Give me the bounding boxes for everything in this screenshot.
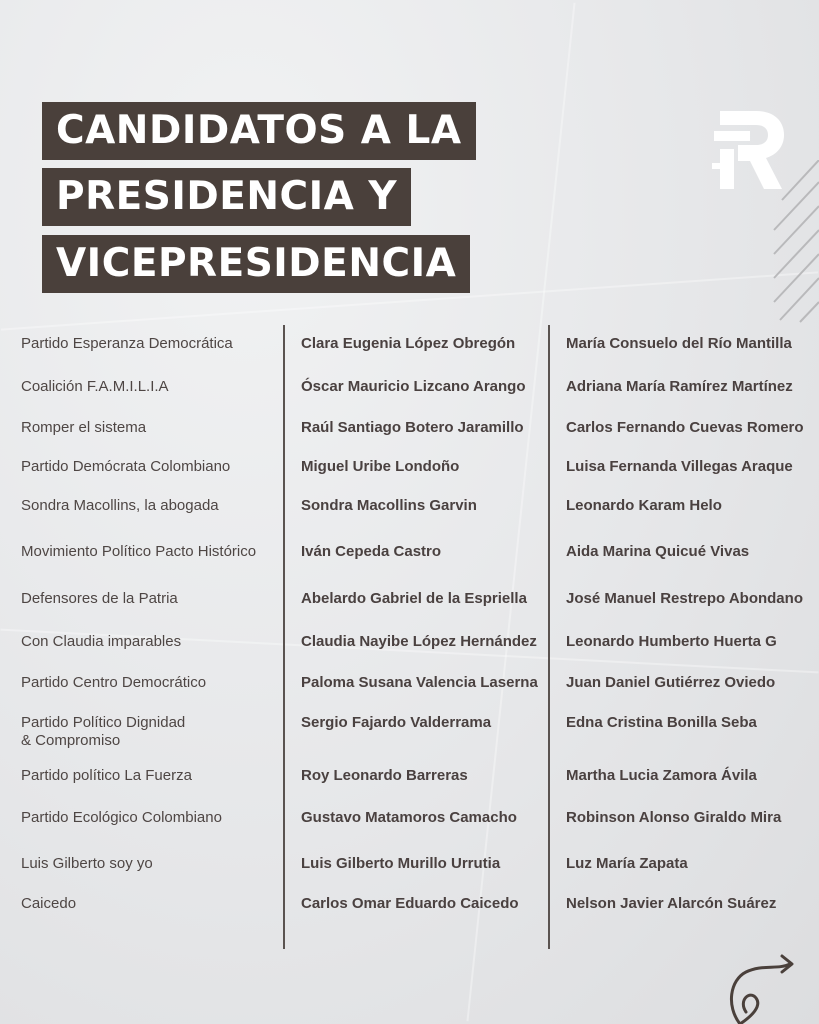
president-candidate: Abelardo Gabriel de la Espriella [301, 590, 527, 607]
vice-candidate: Luisa Fernanda Villegas Araque [566, 458, 793, 475]
president-candidate: Luis Gilberto Murillo Urrutia [301, 855, 501, 872]
party-name: Romper el sistema [21, 419, 147, 436]
president-candidate: Sondra Macollins Garvin [301, 497, 477, 514]
party-name: Partido político La Fuerza [21, 767, 192, 784]
vice-candidate: Juan Daniel Gutiérrez Oviedo [566, 674, 776, 691]
vice-candidate: Nelson Javier Alarcón Suárez [566, 895, 777, 912]
party-name: Partido Centro Democrático [21, 674, 207, 691]
president-candidate: Raúl Santiago Botero Jaramillo [301, 419, 524, 436]
vice-candidate: Adriana María Ramírez Martínez [566, 378, 793, 395]
president-candidate: Carlos Omar Eduardo Caicedo [301, 895, 519, 912]
party-name: Coalición F.A.M.I.L.I.A [21, 378, 169, 395]
title-line-3: VICEPRESIDENCIA [42, 235, 470, 293]
party-name: Partido Demócrata Colombiano [21, 458, 231, 475]
column-divider [548, 325, 550, 949]
title-line-1: CANDIDATOS A LA [42, 102, 476, 160]
president-candidate: Gustavo Matamoros Camacho [301, 809, 517, 826]
party-name: Caicedo [21, 895, 77, 912]
president-candidate: Sergio Fajardo Valderrama [301, 714, 492, 731]
vice-candidate: María Consuelo del Río Mantilla [566, 335, 792, 352]
president-candidate: Roy Leonardo Barreras [301, 767, 468, 784]
title-line-2: PRESIDENCIA Y [42, 168, 411, 226]
vice-candidate: Carlos Fernando Cuevas Romero [566, 419, 804, 436]
party-name-line-2: & Compromiso [21, 732, 121, 749]
vice-candidate: Luz María Zapata [566, 855, 688, 872]
president-candidate: Iván Cepeda Castro [301, 543, 442, 560]
president-candidate: Clara Eugenia López Obregón [301, 335, 516, 352]
party-name: Defensores de la Patria [21, 590, 178, 607]
vice-candidate: Leonardo Karam Helo [566, 497, 722, 514]
president-candidate: Óscar Mauricio Lizcano Arango [301, 378, 526, 395]
vice-candidate: Robinson Alonso Giraldo Mira [566, 809, 782, 826]
party-name: Movimiento Político Pacto Histórico [21, 543, 257, 560]
party-name [21, 714, 185, 750]
president-candidate: Miguel Uribe Londoño [301, 458, 460, 475]
party-name-line-1: Partido Político Dignidad [21, 714, 186, 731]
party-name: Sondra Macollins, la abogada [21, 497, 219, 514]
vice-candidate: Leonardo Humberto Huerta G [566, 633, 777, 650]
curved-arrow-icon [722, 950, 802, 1024]
president-candidate: Claudia Nayibe López Hernández [301, 633, 537, 650]
vice-candidate: Edna Cristina Bonilla Seba [566, 714, 757, 731]
party-name: Luis Gilberto soy yo [21, 855, 153, 872]
vice-candidate: Aida Marina Quicué Vivas [566, 543, 750, 560]
diagonal-stripes-icon [770, 160, 819, 330]
column-divider [283, 325, 285, 949]
vice-candidate: Martha Lucia Zamora Ávila [566, 767, 757, 784]
party-name: Partido Esperanza Democrática [21, 335, 233, 352]
party-name: Con Claudia imparables [21, 633, 182, 650]
party-name: Partido Ecológico Colombiano [21, 809, 222, 826]
president-candidate: Paloma Susana Valencia Laserna [301, 674, 538, 691]
vice-candidate: José Manuel Restrepo Abondano [566, 590, 803, 607]
